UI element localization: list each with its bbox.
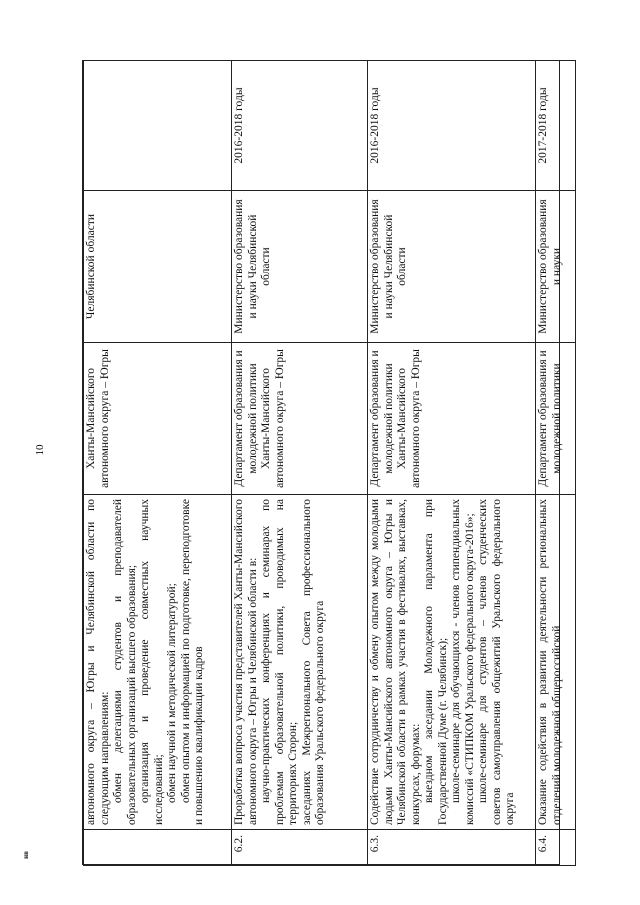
row-number: [84, 830, 232, 866]
table-row: [368, 61, 536, 866]
table-row: [536, 61, 576, 866]
table-row: [232, 61, 368, 866]
agreement-plan-table: [82, 60, 563, 865]
description-paragraph: обмен опытом и информацией по подготовке, переподготовке и повышению квалификации кадров: [179, 499, 205, 825]
period: 2016-2018 годы: [368, 61, 536, 191]
page-number: 10: [34, 444, 46, 456]
period: 2016-2018 годы: [232, 61, 368, 191]
description-paragraph: Содействие сотрудничеству и обмену опытом между молодыми людьми Ханты-Мансийского автономного округа – Югры и Челябинской области в рамках участия в фестивалях, выставках, конкурсах, форумах:: [369, 499, 422, 825]
row-number: 6.3.: [368, 830, 536, 866]
period: [84, 61, 232, 191]
event-description: [232, 495, 368, 830]
event-description: [84, 495, 232, 830]
description-paragraph: выездном заседании Молодежного парламента при Государственной Думе (г. Челябинск);: [423, 499, 449, 825]
executor-hmao: Ханты-Мансийского автономного округа – Югры: [84, 343, 232, 495]
description-paragraph: заседаниях Межрегионального Совета профессионального образования Уральского федерального округа: [300, 499, 326, 825]
plan-table: [83, 60, 576, 866]
corner-mark: нв: [22, 851, 30, 859]
executor-hmao: Департамент образования и молодежной политики Ханты-Мансийского автономного округа – Югры: [368, 343, 536, 495]
executor-chelyabinsk: Челябинской области: [84, 191, 232, 343]
executor-chelyabinsk: Министерство образования и науки Челябинской области: [232, 191, 368, 343]
executor-hmao: Департамент образования и молодежной политики Ханты-Мансийского автономного округа – Югры: [232, 343, 368, 495]
event-description: [536, 495, 576, 830]
executor-chelyabinsk: Министерство образования и науки Челябинской области: [368, 191, 536, 343]
description-paragraph: научно-практических конференциях и семинарах по проблемам образовательной политики, проводимых на территориях Сторон;: [260, 499, 299, 825]
description-paragraph: школе-семинаре для студентов – членов студенческих советов самоуправления общежитий Уральского федерального округа: [477, 499, 516, 825]
description-paragraph: организация и проведение совместных научных исследований;: [139, 499, 165, 825]
executor-chelyabinsk: Министерство образования и науки: [536, 191, 576, 343]
description-paragraph: Оказание содействия в развитии деятельности региональных отделений молодежной общероссийской: [537, 499, 563, 825]
description-paragraph: обмен делегациями студентов и преподавателей образовательных организаций высшего образования;: [112, 499, 138, 825]
description-paragraph: Проработка вопроса участия представителей Ханты-Мансийского автономного округа – Югры и Челябинской области в:: [233, 499, 259, 825]
description-paragraph: автономного округа – Югры и Челябинской области по следующим направлениям:: [85, 499, 111, 825]
rotated-table-content: [83, 61, 561, 866]
description-paragraph: школе-семинаре для обучающихся - членов стипендиальных комиссий «СТИПКОМ Уральского федерального округа-2016»;: [450, 499, 476, 825]
event-description: [368, 495, 536, 830]
row-number: 6.2.: [232, 830, 368, 866]
period: 2017-2018 годы: [536, 61, 576, 191]
executor-hmao: Департамент образования и молодежной политики: [536, 343, 576, 495]
row-number: 6.4.: [536, 830, 576, 866]
description-paragraph: обмен научной и методической литературой;: [166, 583, 178, 803]
table-row: [84, 61, 232, 866]
